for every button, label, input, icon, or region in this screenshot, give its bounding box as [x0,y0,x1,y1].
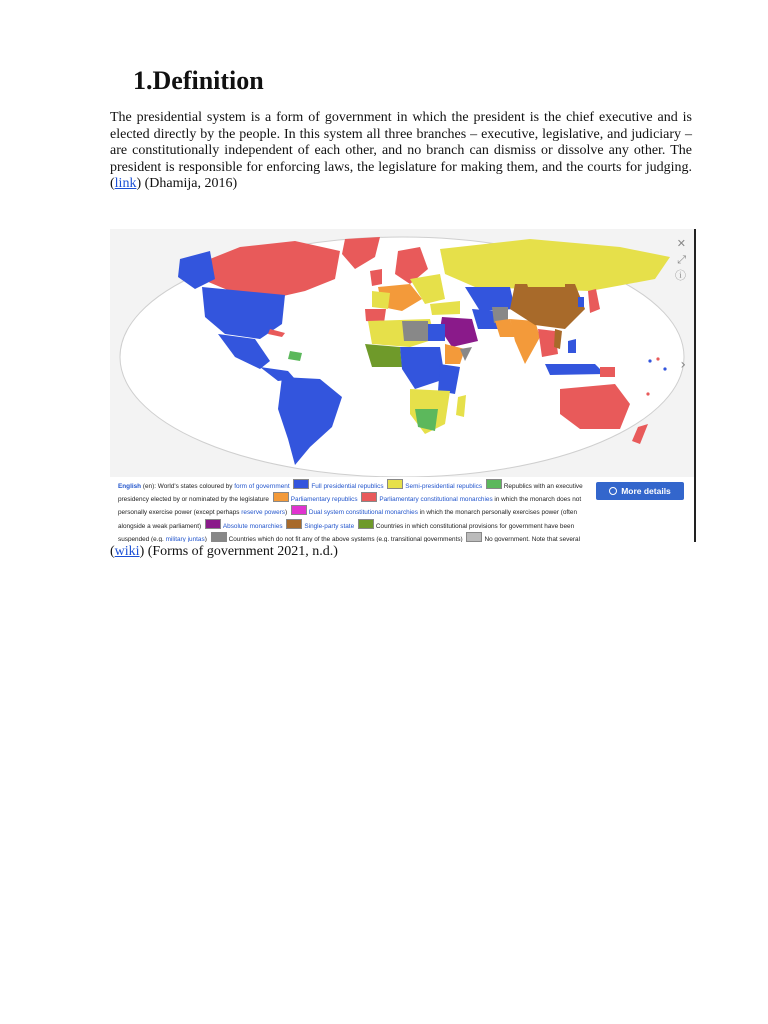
swatch-parl-mon [361,492,377,502]
swatch-none [466,532,482,542]
definition-paragraph [110,110,692,193]
info-icon[interactable]: ⓘ [675,269,686,282]
region-korea [578,297,584,307]
more-details-button[interactable] [596,482,684,500]
legend-juntas[interactable]: military juntas [165,535,205,542]
paragraph-citation: ) (Dhamija, 2016) [136,176,238,191]
swatch-other [211,532,227,542]
close-icon[interactable]: ✕ [676,237,686,250]
source-link[interactable]: link [114,176,137,191]
legend-rep-exec: Republics with an executive presidency elected by or nominated by the legislature [118,483,583,504]
legend-form-link[interactable]: form of government [234,483,290,490]
swatch-parl-rep [273,492,289,502]
swatch-dual [291,505,307,515]
swatch-absolute [205,519,221,529]
swatch-rep-exec [486,479,502,489]
legend-dual[interactable]: Dual system constitutional monarchies [308,509,418,517]
swatch-semi-presidential [387,479,403,489]
legend-dual-rest: in which the monarch personally exercises power (often alongside a weak parliament) [118,509,578,530]
region-libya [402,321,428,341]
region-philippines [568,339,576,353]
region-egypt [428,324,445,341]
legend-none: No government. Note that several [484,535,581,542]
legend-full-pres[interactable]: Full presidential republics [311,483,384,490]
world-map[interactable] [110,229,694,479]
swatch-full-presidential [293,479,309,489]
legend-lang[interactable]: English [118,483,142,490]
legend-other: Countries which do not fit any of the above systems (e.g. transitional governments) [228,535,463,542]
caption-citation: ) (Forms of government 2021, n.d.) [139,544,338,559]
legend-semi-pres[interactable]: Semi-presidential republics [405,483,483,490]
figure-caption: (wiki) (Forms of government 2021, n.d.) [110,544,338,559]
legend-text: English (en): World's states coloured by form of government Full presidential republics Semi-presidential republics Republics with an executive presidency elected by or nominated by the legislature Parliamentary republics Parliamentary constitutional monarchies in which the monarch does not personally exercise power (except perhaps reserve powers) Dual system constitutional monarchies in which the monarch personally exercises power (often alongside a weak parliament) Absolute monarchies Single-party state Countries in which constitutional provisions for government have been suspended (e.g. military juntas) Countries which do not fit any of the above systems (e.g. transitional governments) No government. Note that several [118,479,588,542]
legend-parl-rep[interactable]: Parliamentary republics [290,496,358,504]
paragraph-text: The presidential system is a form of government in which the president is the chief executive and is elected directly by the people. In this system all three branches – executive, legislative, and judiciary – are constitutionally independent of each other, and no branch can dismiss or dissolve any other. The president is responsible for enforcing laws, the legislature for making them, and the courts for judging. ( [110,110,692,191]
legend-parl-mon[interactable]: Parliamentary constitutional monarchies [379,496,493,504]
map-legend [110,477,694,542]
region-france [372,291,390,309]
legend-reserve[interactable]: reserve powers [241,509,285,517]
swatch-suspended [358,519,374,529]
region-mongolia [525,277,565,287]
legend-suspended: Countries in which constitutional provisions for government have been suspended (e.g. [118,522,575,542]
legend-intro: (en): World's states coloured by [141,483,235,490]
legend-single[interactable]: Single-party state [304,522,355,530]
expand-icon[interactable]: ⤢ [677,253,686,266]
world-map-figure [110,229,696,542]
legend-absolute[interactable]: Absolute monarchies [222,522,283,530]
swatch-single-party [286,519,302,529]
wiki-link[interactable]: wiki [114,544,140,559]
more-details-label: More details [621,485,671,496]
region-uk [370,269,382,286]
next-arrow-icon[interactable]: › [680,357,686,373]
page-heading: 1.Definition [133,66,264,95]
region-png [600,367,615,377]
region-indonesia [545,364,605,375]
legend-parl-mon-rest: in which the monarch does not personally exercise power (except perhaps [118,496,582,517]
info-circle-icon [609,487,617,495]
